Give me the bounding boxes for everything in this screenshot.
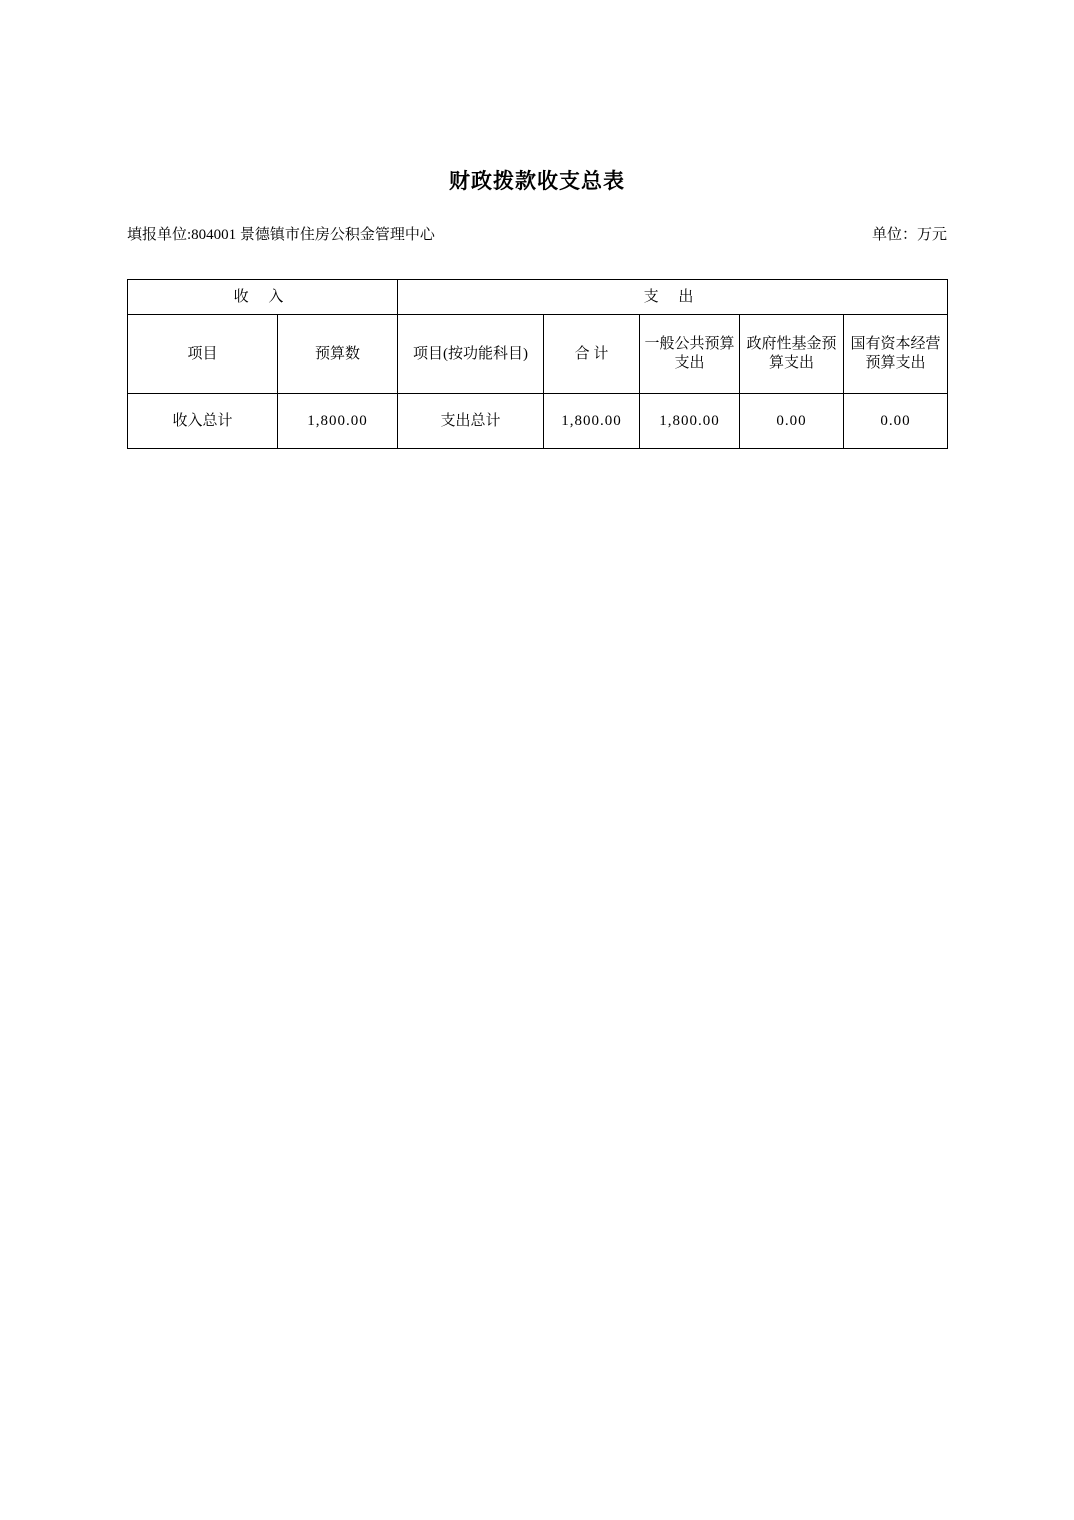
table-group-header-row — [128, 280, 948, 315]
cell-expend-item: 支出总计 — [398, 394, 544, 449]
cell-total: 1,800.00 — [544, 394, 640, 449]
meta-row — [127, 195, 947, 243]
table-row — [128, 394, 948, 449]
column-header-income-budget: 预算数 — [278, 315, 398, 394]
column-header-state-capital: 国有资本经营预算支出 — [844, 315, 948, 394]
budget-table — [127, 279, 948, 449]
cell-general-public: 1,800.00 — [640, 394, 740, 449]
cell-income-item: 收入总计 — [128, 394, 278, 449]
cell-gov-fund: 0.00 — [740, 394, 844, 449]
cell-state-capital: 0.00 — [844, 394, 948, 449]
column-header-general-public: 一般公共预算支出 — [640, 315, 740, 394]
amount-unit-label: 单位：万元 — [871, 227, 947, 243]
column-header-total: 合 计 — [544, 315, 640, 394]
column-header-gov-fund: 政府性基金预算支出 — [740, 315, 844, 394]
budget-table-container — [127, 223, 947, 449]
column-header-income-item: 项目 — [128, 315, 278, 394]
group-header-income: 收 入 — [128, 280, 398, 315]
column-header-expend-item: 项目(按功能科目) — [398, 315, 544, 394]
reporting-unit-label: 填报单位:804001 景德镇市住房公积金管理中心 — [127, 227, 435, 243]
cell-income-budget: 1,800.00 — [278, 394, 398, 449]
group-header-expenditure: 支 出 — [398, 280, 948, 315]
table-column-header-row — [128, 315, 948, 394]
page-title: 财政拨款收支总表 — [449, 170, 625, 193]
